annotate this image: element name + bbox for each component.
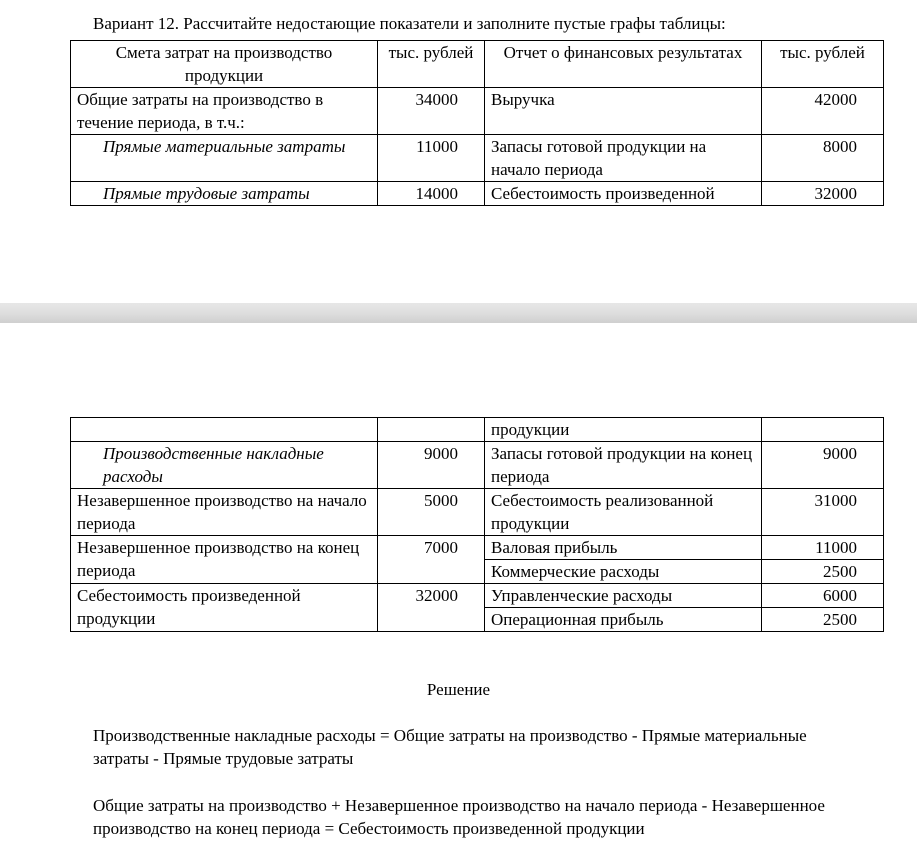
cell-label: Валовая прибыль <box>485 536 762 560</box>
cell-label: Себестоимость реализованной продукции <box>485 489 762 536</box>
cell-value: 2500 <box>762 608 884 632</box>
header-unit: тыс. рублей <box>762 41 884 88</box>
table-row <box>71 489 884 536</box>
cell-label <box>71 418 378 442</box>
table-row <box>71 418 884 442</box>
cell-value: 34000 <box>378 88 485 135</box>
cell-value <box>762 418 884 442</box>
cell-value: 9000 <box>762 442 884 489</box>
solution-paragraph: Производственные накладные расходы = Общие затраты на производство - Прямые материальные затраты - Прямые трудовые затраты <box>93 726 807 768</box>
cell-label: Прямые трудовые затраты <box>71 182 378 206</box>
cell-label: Прямые материальные затраты <box>71 135 378 182</box>
cell-value: 5000 <box>378 489 485 536</box>
header-unit: тыс. рублей <box>378 41 485 88</box>
cell-label: Коммерческие расходы <box>485 560 762 584</box>
cell-value: 32000 <box>378 584 485 632</box>
cell-value <box>378 418 485 442</box>
solution-paragraph: Общие затраты на производство + Незавершенное производство на начало периода - Незавершенное производство на конец периода = Себестоимость произведенной продукции <box>93 796 825 838</box>
page-break-gap <box>0 303 917 323</box>
cell-label: продукции <box>485 418 762 442</box>
cell-value: 14000 <box>378 182 485 206</box>
cell-label: Себестоимость произведенной <box>485 182 762 206</box>
table-row <box>71 182 884 206</box>
table-row <box>71 442 884 489</box>
page-title: Вариант 12. Рассчитайте недостающие показатели и заполните пустые графы таблицы: <box>93 14 726 33</box>
cell-value: 32000 <box>762 182 884 206</box>
cell-value: 11000 <box>378 135 485 182</box>
table-row <box>71 135 884 182</box>
cell-label: Себестоимость произведенной продукции <box>71 584 378 632</box>
cell-label: Незавершенное производство на конец периода <box>71 536 378 584</box>
cell-value: 11000 <box>762 536 884 560</box>
cell-label: Общие затраты на производство в течение периода, в т.ч.: <box>71 88 378 135</box>
cell-label: Производственные накладные расходы <box>71 442 378 489</box>
cell-label: Управленческие расходы <box>485 584 762 608</box>
table-header-row <box>71 41 884 88</box>
solution-heading: Решение <box>426 680 491 699</box>
bottom-table <box>70 417 884 632</box>
cell-label: Незавершенное производство на начало периода <box>71 489 378 536</box>
cell-label: Выручка <box>485 88 762 135</box>
cell-label: Операционная прибыль <box>485 608 762 632</box>
cell-value: 2500 <box>762 560 884 584</box>
table-row <box>71 584 884 608</box>
cell-label: Запасы готовой продукции на конец периода <box>485 442 762 489</box>
top-table <box>70 40 884 206</box>
cell-label: Запасы готовой продукции на начало периода <box>485 135 762 182</box>
cell-value: 42000 <box>762 88 884 135</box>
cell-value: 31000 <box>762 489 884 536</box>
cell-value: 6000 <box>762 584 884 608</box>
cell-value: 8000 <box>762 135 884 182</box>
table-row <box>71 88 884 135</box>
header-cost-estimate: Смета затрат на производство продукции <box>71 41 378 88</box>
table-row <box>71 536 884 560</box>
cell-value: 7000 <box>378 536 485 584</box>
header-financial-report: Отчет о финансовых результатах <box>485 41 762 88</box>
cell-value: 9000 <box>378 442 485 489</box>
